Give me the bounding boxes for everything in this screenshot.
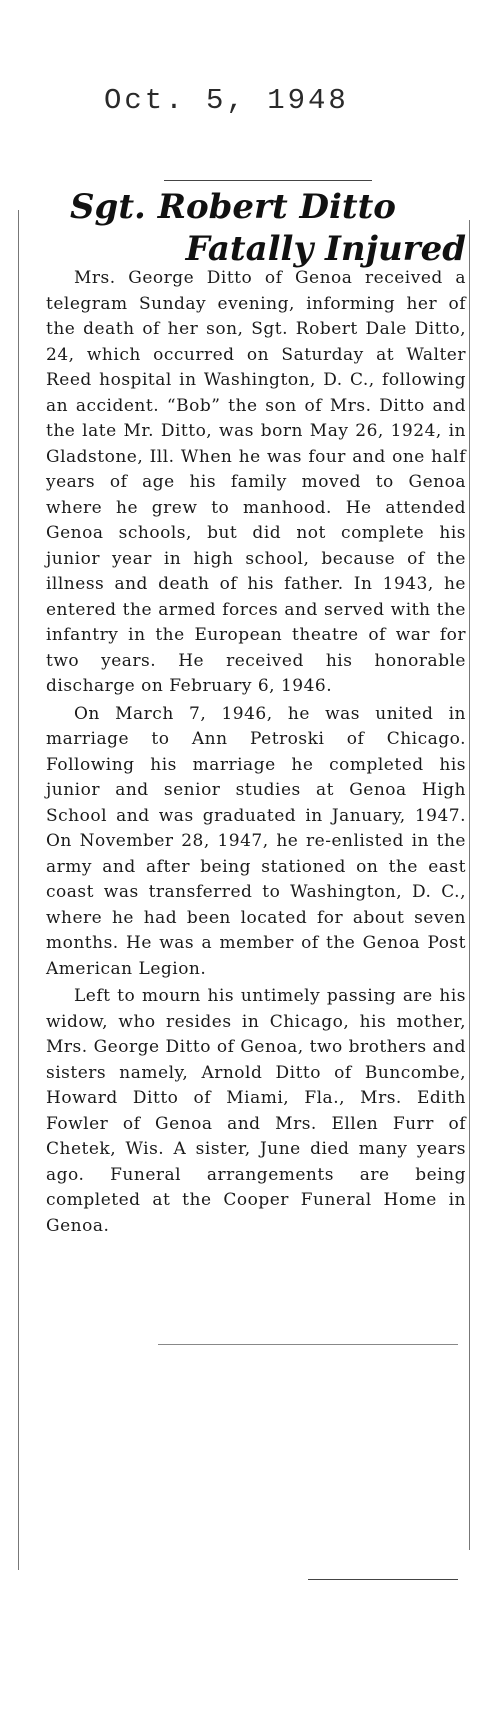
clipping-date: Oct. 5, 1948 bbox=[104, 84, 349, 117]
top-rule bbox=[164, 180, 372, 181]
newspaper-clipping bbox=[18, 170, 470, 1585]
left-edge-line bbox=[18, 210, 19, 1570]
right-edge-line bbox=[469, 220, 470, 1550]
article-paragraph: Left to mourn his untimely passing are his widow, who resides in Chicago, his mother, Mrs. George Ditto of Genoa, two brothers and sisters namely, Arnold Ditto of Buncombe, Howard Ditto of Miami, Fla., Mrs. Edith Fowler of Genoa and Mrs. Ellen Furr of Chetek, Wis. A sister, June died many years ago. Funeral arrangements are being completed at the Cooper Funeral Home in Genoa. bbox=[46, 986, 466, 1236]
paste-seam-line bbox=[158, 1344, 458, 1345]
article-paragraph: On March 7, 1946, he was united in marriage to Ann Petroski of Chicago. Following his marriage he completed his junior and senior studies at Genoa High School and was graduated in January, 1947. On November 28, 1947, he re-enlisted in the army and after being stationed on the east coast was transferred to Washington, D. C., where he had been located for about seven months. He was a member of the Genoa Post American Legion. bbox=[46, 703, 466, 979]
article-body bbox=[46, 266, 466, 1241]
article-paragraph: Mrs. George Ditto of Genoa received a telegram Sunday evening, informing her of the death of her son, Sgt. Robert Dale Ditto, 24, which occurred on Saturday at Walter Reed hospital in Washington, D. C., following an accident. “Bob” the son of Mrs. Ditto and the late Mr. Ditto, was born May 26, 1924, in Gladstone, Ill. When he was four and one half years of age his family moved to Genoa where he grew to manhood. He attended Genoa schools, but did not complete his junior year in high school, because of the illness and death of his father. In 1943, he entered the armed forces and served with the infantry in the European theatre of war for two years. He received his honorable discharge on February 6, 1946. bbox=[46, 268, 466, 696]
headline bbox=[58, 186, 468, 270]
bottom-rule bbox=[308, 1579, 458, 1580]
headline-line-2: Fatally Injured bbox=[185, 229, 466, 269]
headline-line-1: Sgt. Robert Ditto bbox=[70, 187, 396, 227]
